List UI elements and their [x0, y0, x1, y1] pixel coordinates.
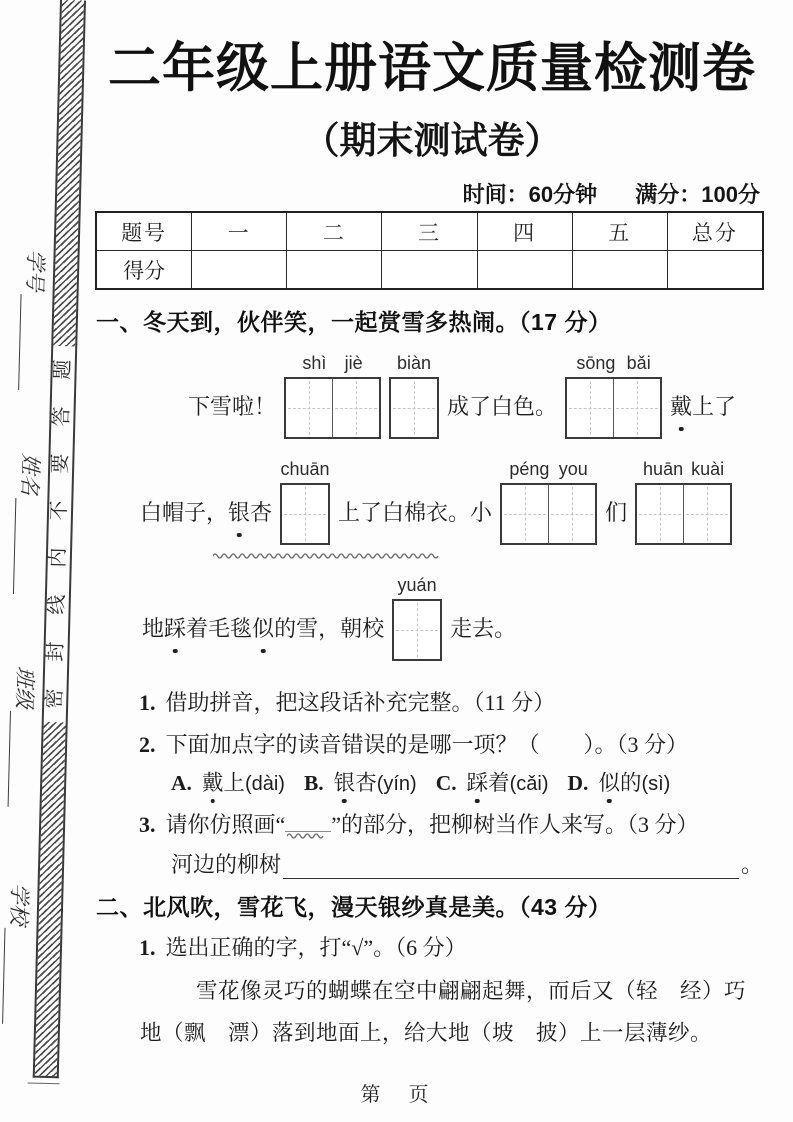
passage-line-1: 雪花像灵巧的蝴蝶在空中翩翩起舞，而后又（轻 经）巧 — [196, 979, 747, 1003]
seal-field-name — [13, 453, 47, 595]
dotted-char: 似 — [598, 766, 620, 797]
pinyin-label: bǎi — [626, 353, 651, 373]
dotted-char: 踩 — [467, 766, 489, 797]
option-pinyin: (cǎi) — [509, 773, 549, 795]
pinyin-label: kuài — [691, 459, 725, 479]
option-d: D. 似的(sì) — [568, 766, 671, 797]
score-cell[interactable] — [381, 251, 476, 288]
seal-hatch-bottom — [35, 722, 66, 1076]
seal-text-char: 答 — [50, 406, 74, 427]
seal-field-blank[interactable] — [13, 498, 32, 594]
pinyin-label: chuān — [280, 459, 330, 479]
question-3 — [139, 808, 699, 839]
option-c: C. 踩着(cǎi) — [436, 766, 549, 797]
section-2-question-1 — [139, 931, 467, 962]
seal-text-char: 不 — [48, 500, 71, 521]
table-header-cell: 三 — [381, 213, 476, 251]
fill-line-1 — [188, 348, 736, 439]
answer-prefix: 河边的柳树 — [171, 852, 282, 877]
write-cell[interactable] — [502, 485, 548, 543]
write-cell[interactable] — [683, 485, 730, 543]
score-cell[interactable] — [286, 251, 381, 288]
dotted-char: 银 — [334, 766, 356, 797]
seal-text-char: 线 — [45, 594, 69, 615]
option-pinyin: (dài) — [244, 773, 285, 795]
question-number: 2. — [139, 732, 156, 757]
seal-field-school — [2, 883, 36, 1025]
seal-text — [44, 346, 76, 722]
write-cell[interactable] — [613, 379, 660, 437]
score-cell[interactable] — [667, 251, 762, 288]
write-cell[interactable] — [391, 379, 437, 437]
table-header-cell: 题号 — [97, 213, 191, 251]
table-header-cell: 总分 — [667, 213, 762, 251]
question-number: 3. — [139, 812, 156, 837]
seal-field-blank[interactable] — [18, 294, 37, 390]
seal-field-label: 班级 — [12, 665, 38, 709]
pinyin-label: you — [558, 459, 588, 479]
question-3-answer-line — [171, 848, 763, 879]
write-cell[interactable] — [332, 379, 379, 437]
fill-text: 下雪啦！ — [188, 394, 277, 419]
seal-text-char: 内 — [47, 547, 70, 568]
write-grid — [284, 348, 381, 439]
write-cell[interactable] — [394, 601, 440, 659]
fill-text: 上了白棉衣。小 — [338, 500, 493, 525]
option-pinyin: (sì) — [641, 773, 671, 795]
seal-field-blank[interactable] — [8, 711, 27, 807]
write-cell[interactable] — [286, 379, 332, 437]
score-table-score-row — [97, 251, 762, 288]
question-1 — [139, 686, 555, 717]
seal-hatch-top — [53, 0, 84, 346]
score-table — [95, 211, 764, 290]
full-score-label: 满分：100分 — [635, 182, 760, 207]
option-b: B. 银杏(yín) — [304, 766, 417, 797]
section-1-heading: 一、冬天到，伙伴笑，一起赏雪多热闹。（17 分） — [96, 309, 612, 335]
question-text: 下面加点字的读音错误的是哪一项？（ ）。（3 分） — [165, 732, 689, 757]
table-header-cell: 一 — [191, 213, 286, 251]
table-header-cell: 二 — [286, 213, 381, 251]
write-grid — [280, 454, 330, 545]
fill-text: 走去。 — [450, 616, 517, 641]
seal-field-class — [8, 666, 42, 808]
pinyin-label: sōng — [576, 353, 616, 373]
write-grid — [565, 348, 662, 439]
seal-field-student-id — [18, 249, 52, 391]
pinyin-label: yuán — [397, 575, 437, 595]
answer-period: 。 — [740, 852, 763, 877]
page-footer: 第 页 — [360, 1084, 433, 1106]
dotted-char: 踩 — [164, 597, 186, 661]
seal-text-char: 题 — [51, 359, 75, 380]
write-cell[interactable] — [548, 485, 595, 543]
seal-field-label: 学校 — [6, 882, 32, 926]
pinyin-label: jiè — [344, 353, 363, 373]
score-row-label: 得分 — [123, 258, 166, 283]
dotted-char: 戴 — [202, 766, 224, 797]
seal-text-char: 要 — [49, 453, 73, 474]
question-text: ”的部分，把柳树当作人来写。（3 分） — [331, 812, 699, 837]
page-title: 二年级上册语文质量检测卷 — [108, 39, 756, 98]
question-text: 选出正确的字，打“√”。（6 分） — [165, 935, 467, 960]
write-grid — [392, 570, 442, 661]
dotted-char: 似 — [252, 597, 274, 661]
fill-text: 戴上了 — [670, 375, 736, 439]
write-grid — [500, 454, 597, 545]
write-grid — [389, 348, 439, 439]
score-cell[interactable] — [477, 251, 572, 288]
pinyin-label: huān — [643, 459, 684, 479]
seal-field-label: 学号 — [22, 249, 48, 292]
passage-line-2: 地（飘 漂）落到地面上，给大地（坡 披）上一层薄纱。 — [140, 1021, 713, 1045]
table-header-cell: 四 — [477, 213, 572, 251]
score-cell[interactable] — [572, 251, 667, 288]
write-cell[interactable] — [282, 485, 328, 543]
pinyin-label: shì — [302, 353, 327, 373]
fill-text: 地踩着毛毯似的雪，朝校 — [142, 597, 384, 661]
page-subtitle: （期末测试卷） — [302, 120, 562, 161]
section-2-heading: 二、北风吹，雪花飞，漫天银纱真是美。（43 分） — [96, 894, 612, 920]
write-grid — [635, 454, 732, 545]
answer-blank-line[interactable] — [283, 850, 739, 879]
score-table-header-row — [97, 213, 762, 251]
seal-field-label: 姓名 — [17, 453, 43, 496]
seal-text-char: 密 — [43, 688, 67, 709]
question-text: 借助拼音，把这段话补充完整。（11 分） — [165, 690, 556, 715]
fill-line-2 — [140, 454, 732, 545]
question-text: 请你仿照画“ — [165, 812, 286, 837]
dotted-char: 银 — [228, 481, 250, 545]
write-cell[interactable] — [637, 485, 683, 543]
question-2 — [139, 728, 688, 759]
question-number: 1. — [139, 690, 156, 715]
wavy-reference-blank — [285, 811, 331, 832]
pinyin-label: péng — [509, 459, 550, 479]
write-cell[interactable] — [567, 379, 613, 437]
option-pinyin: (yín) — [376, 773, 417, 795]
score-cell[interactable] — [191, 251, 286, 288]
fill-line-3 — [142, 570, 516, 661]
fill-text: 成了白色。 — [447, 394, 558, 419]
seal-text-char: 封 — [44, 641, 68, 662]
question-number: 1. — [139, 935, 156, 960]
exam-info — [95, 178, 760, 209]
wavy-underline — [213, 551, 439, 559]
seal-field-blank[interactable] — [2, 928, 21, 1024]
pinyin-label: biàn — [397, 353, 432, 373]
question-2-options — [171, 766, 670, 797]
seal-margin — [0, 0, 140, 1122]
fill-text: 白帽子，银杏 — [140, 481, 272, 545]
fill-text: 们 — [605, 500, 628, 525]
time-label: 时间：60分钟 — [462, 182, 598, 207]
dotted-char: 戴 — [670, 375, 692, 439]
option-a: A. 戴上(dài) — [171, 766, 285, 797]
table-header-cell: 五 — [572, 213, 667, 251]
